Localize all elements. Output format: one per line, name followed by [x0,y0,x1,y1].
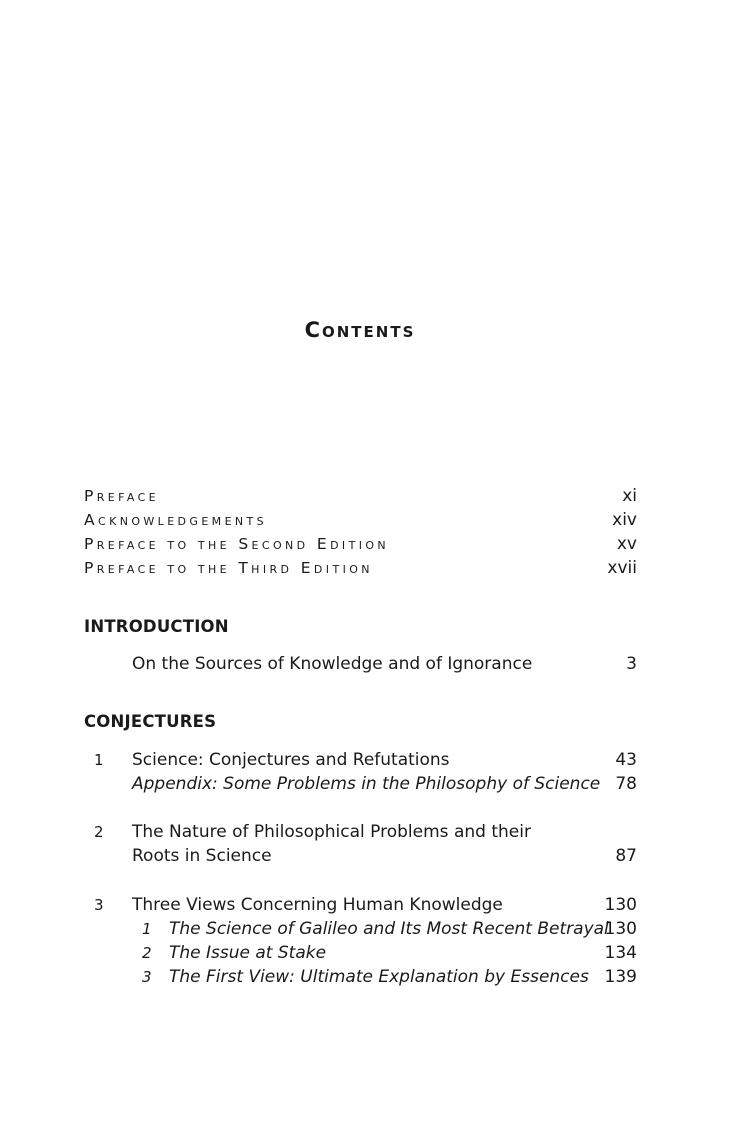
entry-label: Preface to the Second Edition [84,535,390,553]
section-heading-conjectures: CONJECTURES [84,712,217,731]
entry-label: Preface [84,487,160,505]
section-heading-introduction: INTRODUCTION [84,617,229,636]
chapter-number: 1 [94,751,104,769]
toc-entry-chapter-1-appendix[interactable] [84,772,637,796]
toc-subentry-3-2[interactable] [84,941,637,965]
toc-entry-preface[interactable] [84,484,637,508]
toc-entry-sources-of-knowledge[interactable] [84,652,637,676]
entry-title: Science: Conjectures and Refutations [132,750,450,770]
section-number: 2 [142,944,152,962]
page-title: Contents [304,318,416,342]
toc-entry-chapter-2[interactable] [84,820,637,844]
entry-title: Three Views Concerning Human Knowledge [132,895,503,915]
entry-title: On the Sources of Knowledge and of Ignorance [132,654,533,674]
toc-subentry-3-1[interactable] [84,917,637,941]
section-number: 1 [142,920,152,938]
section-title: The Science of Galileo and Its Most Recent Betrayal [169,919,609,939]
entry-page: 3 [626,654,637,674]
entry-label: Acknowledgements [84,511,268,529]
chapter-number: 2 [94,823,104,841]
entry-page: xv [616,534,637,554]
entry-page: xvii [607,558,637,578]
toc-entry-chapter-1[interactable] [84,748,637,772]
entry-page: 139 [604,967,637,987]
entry-label: Preface to the Third Edition [84,559,373,577]
section-number: 3 [142,968,152,986]
entry-title-line1: The Nature of Philosophical Problems and their [132,822,531,842]
section-title: The First View: Ultimate Explanation by Essences [169,967,589,987]
entry-page: 43 [615,750,637,770]
entry-page: 87 [615,846,637,866]
entry-page: 130 [604,919,637,939]
toc-entry-acknowledgements[interactable] [84,508,637,532]
toc-subentry-3-3[interactable] [84,965,637,989]
entry-page: 78 [615,774,637,794]
toc-entry-chapter-2-cont[interactable] [84,844,637,868]
entry-title: Appendix: Some Problems in the Philosophy of Science [132,774,601,794]
entry-page: 134 [604,943,637,963]
entry-page: 130 [604,895,637,915]
toc-entry-preface-third-edition[interactable] [84,556,637,580]
entry-page: xi [622,486,637,506]
entry-page: xiv [612,510,637,530]
toc-entry-preface-second-edition[interactable] [84,532,637,556]
section-title: The Issue at Stake [169,943,327,963]
entry-title-line2: Roots in Science [132,846,272,866]
toc-entry-chapter-3[interactable] [84,893,637,917]
chapter-number: 3 [94,896,104,914]
